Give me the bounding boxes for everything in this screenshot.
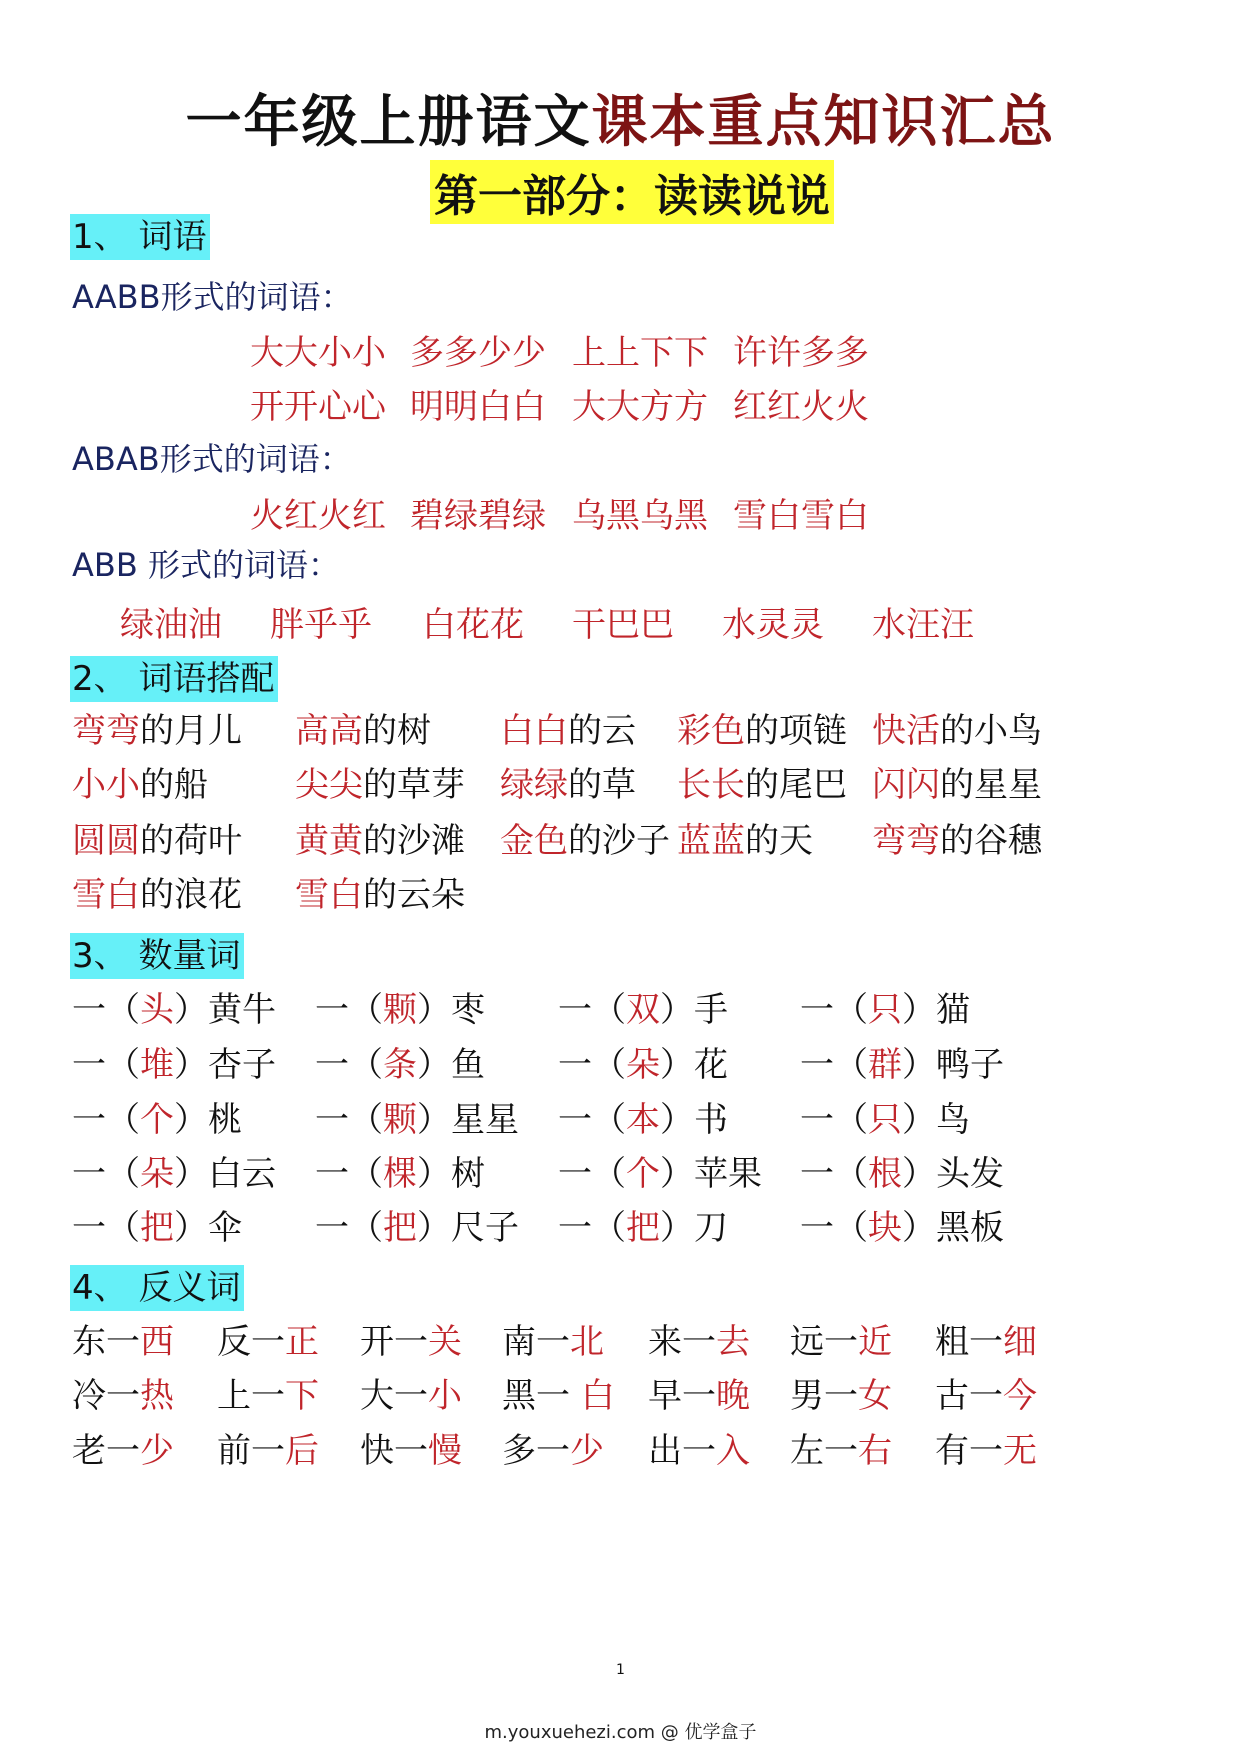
measure-item	[72, 990, 276, 1030]
aabb-word: 红红火火	[733, 387, 869, 427]
collocation-item	[295, 765, 465, 805]
measure-item	[315, 1208, 519, 1248]
measure-noun: ）书	[660, 1100, 728, 1140]
antonym-pair	[502, 1322, 604, 1362]
antonym-pair	[360, 1431, 462, 1471]
measure-word: 颗	[383, 1100, 417, 1140]
measure-noun: ）刀	[660, 1208, 728, 1248]
measure-word: 条	[383, 1045, 417, 1085]
antonym-first: 多一	[502, 1431, 570, 1471]
antonym-second: 去	[716, 1322, 750, 1362]
antonym-first: 反一	[217, 1322, 285, 1362]
aabb-word: 开开心心	[250, 387, 386, 427]
abab-word: 碧绿碧绿	[410, 496, 546, 536]
measure-word: 朵	[140, 1154, 174, 1194]
measure-prefix: 一（	[72, 1100, 140, 1140]
section-heading-words: 1、 词语	[70, 214, 210, 260]
measure-noun: ）手	[660, 990, 728, 1030]
antonym-second: 无	[1003, 1431, 1037, 1471]
measure-noun: ）花	[660, 1045, 728, 1085]
collocation-adjective: 弯弯	[72, 711, 140, 751]
aabb-word: 大大小小	[250, 333, 386, 373]
aabb-word: 明明白白	[410, 387, 546, 427]
collocation-item	[500, 711, 636, 751]
antonym-second: 细	[1003, 1322, 1037, 1362]
measure-prefix: 一（	[315, 1045, 383, 1085]
title-part-2: 课本重点知识汇总	[591, 89, 1056, 155]
collocation-noun: 的小鸟	[940, 711, 1042, 751]
measure-item	[72, 1154, 276, 1194]
collocation-adjective: 黄黄	[295, 821, 363, 861]
abab-word: 火红火红	[250, 496, 386, 536]
measure-prefix: 一（	[315, 1154, 383, 1194]
collocation-item	[872, 765, 1042, 805]
abb-word: 水汪汪	[872, 605, 974, 645]
antonym-second: 今	[1003, 1376, 1037, 1416]
measure-item	[315, 1154, 485, 1194]
collocation-adjective: 长长	[677, 765, 745, 805]
collocation-item	[500, 765, 636, 805]
collocation-item	[72, 765, 208, 805]
measure-item	[72, 1100, 242, 1140]
measure-word: 个	[626, 1154, 660, 1194]
collocation-item	[72, 711, 242, 751]
measure-noun: ）伞	[174, 1208, 242, 1248]
antonym-pair	[360, 1322, 462, 1362]
measure-word: 个	[140, 1100, 174, 1140]
measure-item	[315, 1045, 485, 1085]
collocation-adjective: 金色	[500, 821, 568, 861]
section-heading-measure-words: 3、 数量词	[70, 933, 244, 979]
collocation-adjective: 彩色	[677, 711, 745, 751]
aabb-word: 许许多多	[733, 333, 869, 373]
antonym-second: 后	[285, 1431, 319, 1471]
measure-prefix: 一（	[558, 990, 626, 1030]
measure-item	[558, 1208, 728, 1248]
measure-noun: ）黑板	[902, 1208, 1004, 1248]
page-subtitle: 第一部分：读读说说	[430, 160, 834, 224]
collocation-item	[677, 821, 813, 861]
measure-item	[800, 1208, 1004, 1248]
antonym-second: 下	[285, 1376, 319, 1416]
measure-prefix: 一（	[558, 1154, 626, 1194]
measure-word: 堆	[140, 1045, 174, 1085]
measure-word: 朵	[626, 1045, 660, 1085]
antonym-first: 古一	[935, 1376, 1003, 1416]
collocation-adjective: 小小	[72, 765, 140, 805]
antonym-first: 前一	[217, 1431, 285, 1471]
measure-noun: ）尺子	[417, 1208, 519, 1248]
measure-word: 块	[868, 1208, 902, 1248]
abb-word: 白花花	[422, 605, 524, 645]
measure-prefix: 一（	[72, 1045, 140, 1085]
abb-word: 胖乎乎	[270, 605, 372, 645]
antonym-pair	[502, 1376, 615, 1416]
measure-prefix: 一（	[558, 1208, 626, 1248]
collocation-noun: 的天	[745, 821, 813, 861]
measure-prefix: 一（	[72, 1208, 140, 1248]
collocation-adjective: 白白	[500, 711, 568, 751]
antonym-pair	[935, 1431, 1037, 1471]
antonym-first: 大一	[360, 1376, 428, 1416]
measure-word: 根	[868, 1154, 902, 1194]
measure-noun: ）鱼	[417, 1045, 485, 1085]
antonym-pair	[935, 1322, 1037, 1362]
measure-word: 把	[383, 1208, 417, 1248]
antonym-pair	[648, 1322, 750, 1362]
collocation-adjective: 快活	[872, 711, 940, 751]
collocation-item	[677, 765, 847, 805]
antonym-second: 白	[580, 1376, 615, 1416]
aabb-word: 上上下下	[572, 333, 708, 373]
measure-item	[800, 990, 970, 1030]
antonym-second: 热	[140, 1376, 174, 1416]
collocation-item	[677, 711, 847, 751]
measure-noun: ）枣	[417, 990, 485, 1030]
measure-word: 棵	[383, 1154, 417, 1194]
antonym-pair	[72, 1376, 174, 1416]
section-heading-antonyms: 4、 反义词	[70, 1265, 244, 1311]
measure-prefix: 一（	[72, 990, 140, 1030]
antonym-pair	[790, 1376, 892, 1416]
collocation-adjective: 蓝蓝	[677, 821, 745, 861]
antonym-first: 远一	[790, 1322, 858, 1362]
measure-word: 把	[626, 1208, 660, 1248]
antonym-first: 老一	[72, 1431, 140, 1471]
collocation-adjective: 雪白	[295, 875, 363, 915]
collocation-adjective: 弯弯	[872, 821, 940, 861]
collocation-noun: 的船	[140, 765, 208, 805]
collocation-noun: 的沙滩	[363, 821, 465, 861]
measure-prefix: 一（	[558, 1045, 626, 1085]
collocation-item	[72, 875, 242, 915]
abab-word: 乌黑乌黑	[572, 496, 708, 536]
measure-word: 把	[140, 1208, 174, 1248]
collocation-noun: 的荷叶	[140, 821, 242, 861]
collocation-noun: 的尾巴	[745, 765, 847, 805]
measure-prefix: 一（	[315, 1100, 383, 1140]
measure-noun: ）头发	[902, 1154, 1004, 1194]
collocation-noun: 的云朵	[363, 875, 465, 915]
measure-noun: ）鸭子	[902, 1045, 1004, 1085]
antonym-second: 晚	[716, 1376, 750, 1416]
antonym-second: 西	[140, 1322, 174, 1362]
measure-item	[558, 990, 728, 1030]
antonym-second: 关	[428, 1322, 462, 1362]
measure-noun: ）星星	[417, 1100, 519, 1140]
collocation-noun: 的草芽	[363, 765, 465, 805]
antonym-first: 快一	[360, 1431, 428, 1471]
antonym-pair	[217, 1376, 319, 1416]
collocation-adjective: 雪白	[72, 875, 140, 915]
antonym-pair	[217, 1322, 319, 1362]
measure-prefix: 一（	[800, 1045, 868, 1085]
antonym-pair	[502, 1431, 604, 1471]
measure-prefix: 一（	[800, 1100, 868, 1140]
page-title	[0, 78, 1241, 158]
collocation-noun: 的项链	[745, 711, 847, 751]
collocation-adjective: 绿绿	[500, 765, 568, 805]
measure-word: 颗	[383, 990, 417, 1030]
antonym-pair	[72, 1322, 174, 1362]
antonym-pair	[935, 1376, 1037, 1416]
collocation-item	[872, 711, 1042, 751]
measure-noun: ）桃	[174, 1100, 242, 1140]
measure-noun: ）黄牛	[174, 990, 276, 1030]
aabb-word: 大大方方	[572, 387, 708, 427]
antonym-first: 冷一	[72, 1376, 140, 1416]
collocation-item	[295, 875, 465, 915]
measure-word: 只	[868, 1100, 902, 1140]
measure-word: 头	[140, 990, 174, 1030]
antonym-pair	[648, 1431, 750, 1471]
measure-word: 只	[868, 990, 902, 1030]
antonym-second: 慢	[428, 1431, 462, 1471]
abb-word: 水灵灵	[722, 605, 824, 645]
collocation-adjective: 闪闪	[872, 765, 940, 805]
antonym-second: 近	[858, 1322, 892, 1362]
page-number: 1	[616, 1662, 625, 1678]
collocation-item	[295, 821, 465, 861]
antonym-first: 出一	[648, 1431, 716, 1471]
collocation-noun: 的草	[568, 765, 636, 805]
collocation-adjective: 高高	[295, 711, 363, 751]
abab-word: 雪白雪白	[733, 496, 869, 536]
section-heading-collocations: 2、 词语搭配	[70, 656, 278, 702]
collocation-noun: 的浪花	[140, 875, 242, 915]
antonym-first: 南一	[502, 1322, 570, 1362]
antonym-pair	[648, 1376, 750, 1416]
measure-prefix: 一（	[72, 1154, 140, 1194]
antonym-first: 黑一	[502, 1376, 581, 1416]
antonym-first: 早一	[648, 1376, 716, 1416]
abb-word: 干巴巴	[572, 605, 674, 645]
measure-item	[558, 1045, 728, 1085]
measure-prefix: 一（	[558, 1100, 626, 1140]
title-part-1: 一年级上册语文	[185, 89, 592, 155]
antonym-second: 入	[716, 1431, 750, 1471]
collocation-noun: 的星星	[940, 765, 1042, 805]
measure-word: 本	[626, 1100, 660, 1140]
measure-noun: ）苹果	[660, 1154, 762, 1194]
antonym-second: 正	[285, 1322, 319, 1362]
antonym-first: 来一	[648, 1322, 716, 1362]
measure-word: 群	[868, 1045, 902, 1085]
measure-item	[315, 990, 485, 1030]
antonym-second: 北	[570, 1322, 604, 1362]
measure-item	[800, 1154, 1004, 1194]
abab-label: ABAB形式的词语：	[72, 440, 352, 478]
measure-noun: ）杏子	[174, 1045, 276, 1085]
measure-noun: ）猫	[902, 990, 970, 1030]
collocation-item	[72, 821, 242, 861]
measure-noun: ）白云	[174, 1154, 276, 1194]
footer-url: m.youxuehezi.com @ 优学盒子	[484, 1722, 757, 1743]
antonym-first: 开一	[360, 1322, 428, 1362]
antonym-first: 左一	[790, 1431, 858, 1471]
measure-item	[558, 1100, 728, 1140]
abb-word: 绿油油	[120, 605, 222, 645]
antonym-first: 粗一	[935, 1322, 1003, 1362]
aabb-word: 多多少少	[410, 333, 546, 373]
antonym-pair	[790, 1431, 892, 1471]
antonym-pair	[72, 1431, 174, 1471]
antonym-first: 男一	[790, 1376, 858, 1416]
measure-item	[315, 1100, 519, 1140]
collocation-noun: 的月儿	[140, 711, 242, 751]
measure-prefix: 一（	[800, 990, 868, 1030]
antonym-second: 少	[570, 1431, 604, 1471]
collocation-item	[295, 711, 431, 751]
collocation-item	[872, 821, 1042, 861]
antonym-first: 有一	[935, 1431, 1003, 1471]
measure-item	[72, 1208, 242, 1248]
collocation-noun: 的云	[568, 711, 636, 751]
measure-prefix: 一（	[315, 1208, 383, 1248]
aabb-label: AABB形式的词语：	[72, 278, 353, 316]
antonym-second: 女	[858, 1376, 892, 1416]
antonym-first: 东一	[72, 1322, 140, 1362]
antonym-second: 少	[140, 1431, 174, 1471]
antonym-pair	[790, 1322, 892, 1362]
collocation-noun: 的沙子	[568, 821, 670, 861]
measure-prefix: 一（	[315, 990, 383, 1030]
measure-noun: ）树	[417, 1154, 485, 1194]
measure-item	[800, 1045, 1004, 1085]
abb-label: ABB 形式的词语：	[72, 546, 340, 584]
measure-item	[72, 1045, 276, 1085]
antonym-first: 上一	[217, 1376, 285, 1416]
measure-item	[558, 1154, 762, 1194]
measure-prefix: 一（	[800, 1208, 868, 1248]
measure-word: 双	[626, 990, 660, 1030]
collocation-noun: 的谷穗	[940, 821, 1042, 861]
measure-item	[800, 1100, 970, 1140]
measure-prefix: 一（	[800, 1154, 868, 1194]
antonym-second: 小	[428, 1376, 462, 1416]
collocation-adjective: 圆圆	[72, 821, 140, 861]
antonym-pair	[360, 1376, 462, 1416]
measure-noun: ）鸟	[902, 1100, 970, 1140]
collocation-item	[500, 821, 670, 861]
collocation-adjective: 尖尖	[295, 765, 363, 805]
collocation-noun: 的树	[363, 711, 431, 751]
antonym-second: 右	[858, 1431, 892, 1471]
antonym-pair	[217, 1431, 319, 1471]
